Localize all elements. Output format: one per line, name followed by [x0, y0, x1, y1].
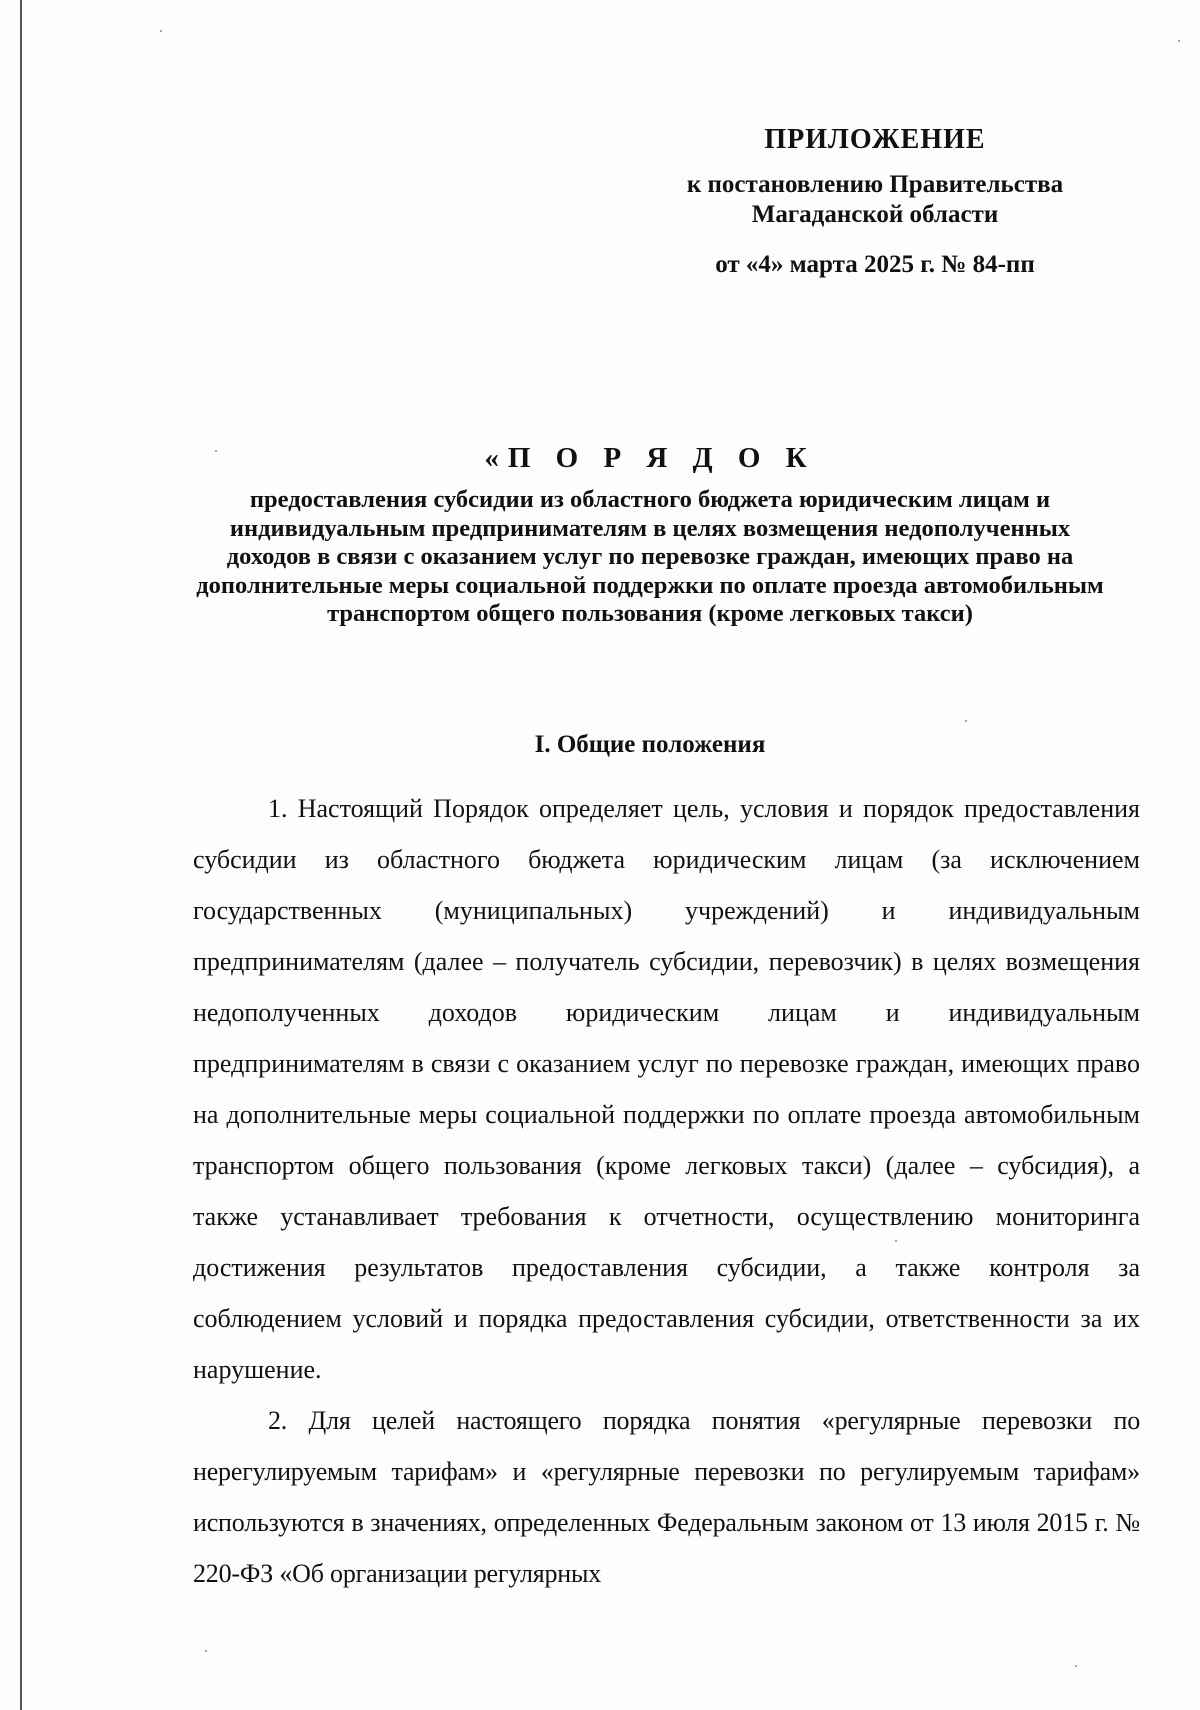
scan-edge-line: [20, 0, 22, 1710]
paragraph-2: 2. Для целей настоящего порядка понятия «регулярные перевозки по нерегулируемым тарифам» и «регулярные перевозки по регулируемым тарифам» используются в значениях, определенных Федеральным законом от 13 июля 2015 г. № 220-ФЗ «Об организации регулярных: [193, 1406, 1140, 1588]
scan-speck: [205, 1650, 207, 1652]
appendix-date: от «4» марта 2025 г. № 84-пп: [715, 251, 1035, 278]
scan-speck: [1075, 1665, 1077, 1667]
section-title: I. Общие положения: [534, 731, 766, 758]
scan-speck: [160, 30, 162, 32]
document-subtitle: предоставления субсидии из областного бюджета юридическим лицам и индивидуальным предпринимателям в целях возмещения недополученных доходов в связи с оказанием услуг по перевозке граждан, имеющих право на дополнительные меры социальной поддержки по оплате проезда автомобильным транспортом общего пользования (кроме легковых такси): [196, 486, 1104, 627]
document-title: «П О Р Я Д О К: [484, 442, 816, 474]
appendix-header: [640, 122, 1110, 280]
appendix-line-2: Магаданской области: [751, 201, 999, 228]
appendix-heading: ПРИЛОЖЕНИЕ: [764, 124, 986, 155]
scan-speck: [965, 720, 967, 722]
appendix-line-1: к постановлению Правительства: [686, 171, 1064, 198]
paragraph-1: 1. Настоящий Порядок определяет цель, условия и порядок предоставления субсидии из областного бюджета юридическим лицам (за исключением государственных (муниципальных) учреждений) и индивидуальным предпринимателям (далее – получатель субсидии, перевозчик) в целях возмещения недополученных доходов юридическим лицам и индивидуальным предпринимателям в связи с оказанием услуг по перевозке граждан, имеющих право на дополнительные меры социальной поддержки по оплате проезда автомобильным транспортом общего пользования (кроме легковых такси) (далее – субсидия), а также устанавливает требования к отчетности, осуществлению мониторинга достижения результатов предоставления субсидии, а также контроля за соблюдением условий и порядка предоставления субсидии, ответственности за их нарушение.: [193, 794, 1140, 1384]
document-title-block: [195, 440, 1105, 629]
document-body: [193, 783, 1140, 1599]
scan-speck: [1178, 40, 1180, 42]
